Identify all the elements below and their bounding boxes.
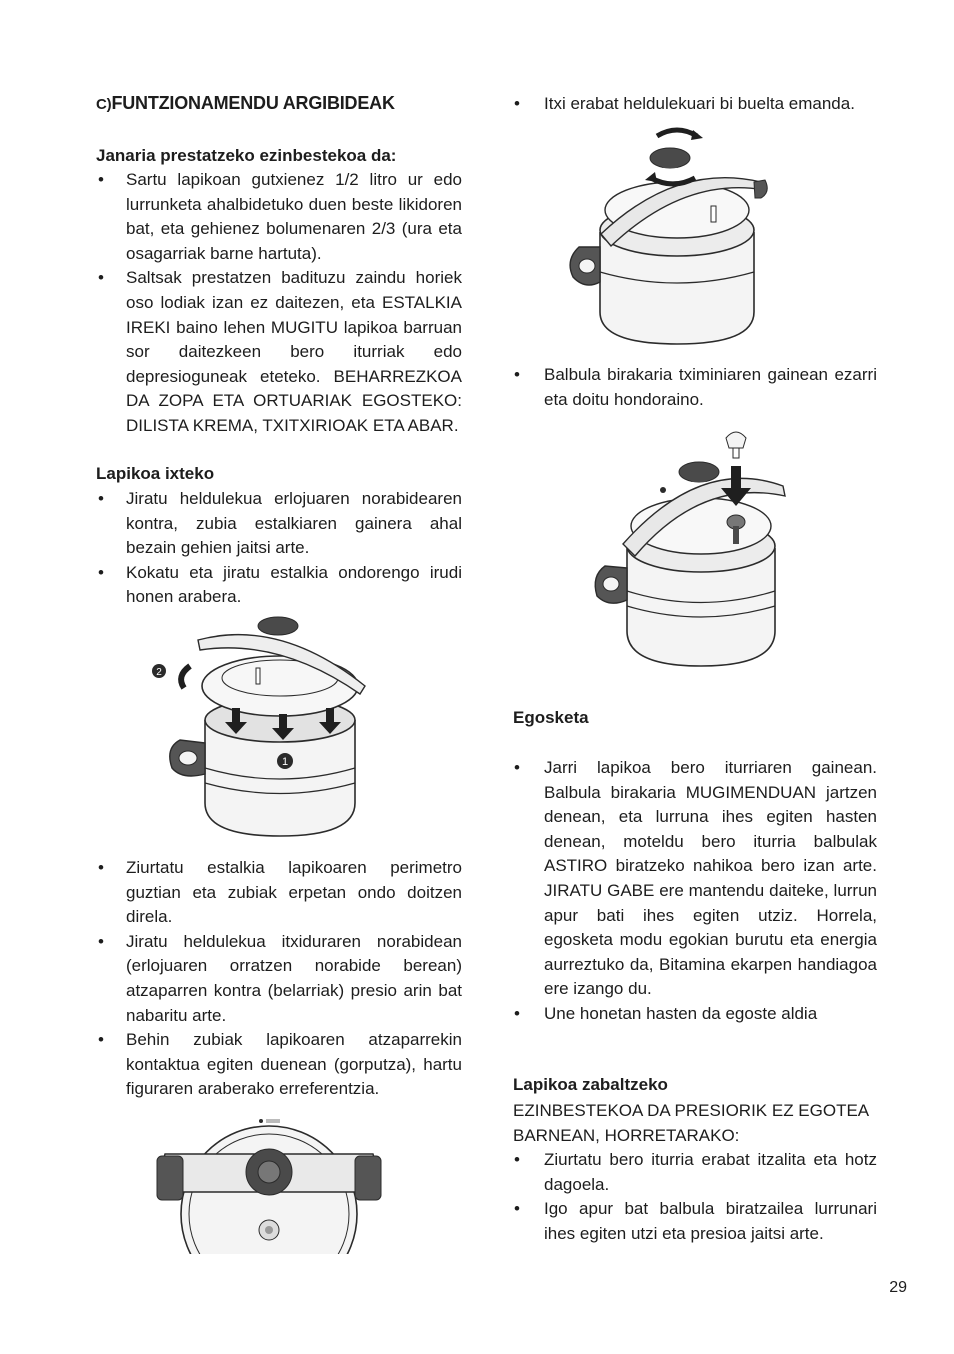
- lid-placement-figure: [150, 608, 370, 844]
- lid-top-view-figure: [155, 1106, 383, 1254]
- list-item: • Jiratu heldulekua itxiduraren norabidean (erlojuaren orratzen norabide berean) atzaparren kontra (belarriak) presio arin bat nabaritu arte.: [96, 930, 462, 1028]
- open-list: [513, 1148, 877, 1246]
- list-item: • Igo apur bat balbula biratzailea lurrunari ihes egiten utzi eta presioa jaitsi arte.: [513, 1197, 877, 1246]
- list-item: • Itxi erabat heldulekuari bi buelta emanda.: [513, 92, 877, 117]
- close-heading: Lapikoa ixteko: [96, 464, 215, 483]
- rotate-arrow-icon-2: [651, 178, 695, 184]
- rotate-arrow-icon: [181, 666, 190, 688]
- list-item: • Balbula birakaria tximiniaren gainean ezarri eta doitu hondoraino.: [513, 363, 877, 412]
- side-handle-left: [157, 1156, 183, 1200]
- rotary-valve: [726, 432, 746, 448]
- list-item: • Ziurtatu bero iturria erabat itzalita eta hotz dagoela.: [513, 1148, 877, 1197]
- rotate-arrow-icon: [657, 130, 697, 136]
- page-number: 29: [889, 1279, 907, 1296]
- close-list-2: [96, 856, 462, 1102]
- cook-list: [513, 756, 877, 1027]
- close-list: [96, 487, 462, 610]
- list-item: • Behin zubiak lapikoaren atzaparrekin kontaktua egiten duenean (gorputza), hartu figuraren araberako erreferentzia.: [96, 1028, 462, 1102]
- open-intro: EZINBESTEKOA DA PRESIORIK EZ EGOTEA BARNEAN, HORRETARAKO:: [513, 1101, 869, 1145]
- side-handle-right: [355, 1156, 381, 1200]
- list-item: • Saltsak prestatzen badituzu zaindu horiek oso lodiak izan ez daitezen, eta ESTALKIA IREKI baino lehen MUGITU lapikoa barruan sor daitezkeen bero iturriak edo depresioguneak eteteko. BEHARREZKOA DA ZOPA ETA ORTUARIAK EGOSTEKO: DILISTA KREMA, TXITXIRIOAK ETA ABAR.: [96, 266, 462, 438]
- valve-list: [513, 363, 877, 412]
- step-label-1: 1: [281, 756, 289, 768]
- pot-handle-right: [754, 180, 767, 198]
- list-item: • Une honetan hasten da egoste aldia: [513, 1002, 877, 1027]
- list-item: • Jarri lapikoa bero iturriaren gainean. Balbula birakaria MUGIMENDUAN jartzen denean, eta lurruna ihes egiten hasten denean, moteldu bero iturria balbulak ASTIRO biratzeko nahikoa bero izan arte. JIRATU GABE ere mantendu daiteke, lurrun apur bati ihes egiten utziz. Horrela, egosketa modu egokian burutu eta energia aurreztuko da, Bitamina ekarpen handiagoa ere izango du.: [513, 756, 877, 1002]
- twist-knob-figure: [565, 122, 771, 352]
- list-item: • Sartu lapikoan gutxienez 1/2 litro ur edo lurrunketa ahalbidetuko duen beste likidoren bat, eta gehienez bolumenaren 2/3 (ura eta osagarriak barne hartuta).: [96, 168, 462, 266]
- prep-heading: Janaria prestatzeko ezinbestekoa da:: [96, 146, 397, 165]
- step-label-2: 2: [156, 667, 162, 678]
- section-title: C)FUNTZIONAMENDU ARGIBIDEAK: [96, 93, 395, 113]
- twist-list: [513, 92, 877, 117]
- open-heading: Lapikoa zabaltzeko: [513, 1075, 668, 1094]
- cook-heading: Egosketa: [513, 708, 589, 727]
- list-item: • Kokatu eta jiratu estalkia ondorengo irudi honen arabera.: [96, 561, 462, 610]
- list-item: • Jiratu heldulekua erlojuaren norabidearen kontra, zubia estalkiaren gainera ahal bezain gehien jaitsi arte.: [96, 487, 462, 561]
- list-item: • Ziurtatu estalkia lapikoaren perimetro guztian eta zubiak erpetan ondo doitzen direla.: [96, 856, 462, 930]
- valve-placement-figure: [583, 426, 789, 672]
- prep-list: [96, 168, 462, 439]
